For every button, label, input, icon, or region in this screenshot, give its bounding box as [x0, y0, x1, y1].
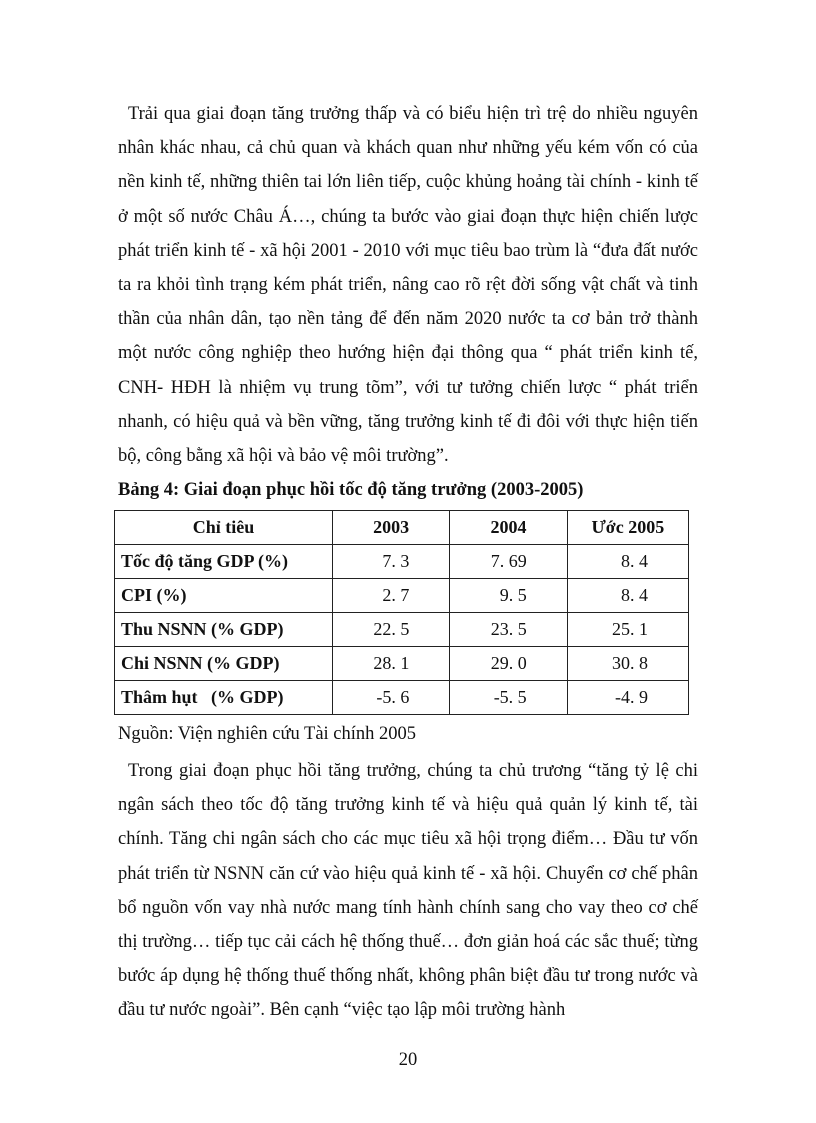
table-row [115, 613, 689, 647]
table-row [115, 579, 689, 613]
table-cell: 28. 1 [333, 647, 450, 681]
table-row [115, 681, 689, 715]
table-cell: -4. 9 [567, 681, 688, 715]
table-row-label: Thâm hụt (% GDP) [115, 681, 333, 715]
table-cell: 2. 7 [333, 579, 450, 613]
table-cell: 7. 3 [333, 545, 450, 579]
table-row-label: CPI (%) [115, 579, 333, 613]
table-caption: Bảng 4: Giai đoạn phục hồi tốc độ tăng trưởng (2003-2005) [118, 480, 584, 500]
table-source-note: Nguồn: Viện nghiên cứu Tài chính 2005 [118, 724, 417, 744]
page-number: 20 [398, 1050, 418, 1070]
table-cell: 30. 8 [567, 647, 688, 681]
data-table [114, 510, 689, 715]
table-cell: 8. 4 [567, 545, 688, 579]
table-row-label: Thu NSNN (% GDP) [115, 613, 333, 647]
body-paragraph-1: Trải qua giai đoạn tăng trưởng thấp và có biểu hiện trì trệ do nhiều nguyên nhân khác nhau, cả chủ quan và khách quan như những yếu kém vốn có của nền kinh tế, những thiên tai lớn liên tiếp, cuộc khủng hoảng tài chính - kinh tế ở một số nước Châu Á…, chúng ta bước vào giai đoạn thực hiện chiến lược phát triển kinh tế - xã hội 2001 - 2010 với mục tiêu bao trùm là “đưa đất nước ta ra khỏi tình trạng kém phát triển, nâng cao rõ rệt đời sống vật chất và tinh thần của nhân dân, tạo nền tảng để đến năm 2020 nước ta cơ bản trở thành một nước công nghiệp theo hướng hiện đại thông qua “ phát triển kinh tế, CNH- HĐH là nhiệm vụ trung tõm”, với tư tưởng chiến lược “ phát triển nhanh, có hiệu quả và bền vững, tăng trưởng kinh tế đi đôi với thực hiện tiến bộ, công bằng xã hội và bảo vệ môi trường”. [118, 104, 698, 467]
table-row [115, 545, 689, 579]
body-paragraph-2: Trong giai đoạn phục hồi tăng trưởng, chúng ta chủ trương “tăng tỷ lệ chi ngân sách theo tốc độ tăng trưởng kinh tế và hiệu quả quản lý kinh tế, tài chính. Tăng chi ngân sách cho các mục tiêu xã hội trọng điểm… Đầu tư vốn phát triển từ NSNN căn cứ vào hiệu quả kinh tế - xã hội. Chuyển cơ chế phân bổ nguồn vốn vay nhà nước mang tính hành chính sang cho vay theo cơ chế thị trường… tiếp tục cải cách hệ thống thuế… đơn giản hoá các sắc thuế; từng bước áp dụng hệ thống thuế thống nhất, không phân biệt đầu tư trong nước và đầu tư nước ngoài”. Bên cạnh “việc tạo lập môi trường hành [118, 761, 698, 1021]
table-cell: 23. 5 [450, 613, 567, 647]
table-row [115, 647, 689, 681]
table-header-cell: Chỉ tiêu [115, 511, 333, 545]
table-cell: 7. 69 [450, 545, 567, 579]
table-header-cell: 2003 [333, 511, 450, 545]
table-header-row [115, 511, 689, 545]
table-cell: 29. 0 [450, 647, 567, 681]
table-header-cell: Ước 2005 [567, 511, 688, 545]
table-row-label: Tốc độ tăng GDP (%) [115, 545, 333, 579]
table-cell: -5. 6 [333, 681, 450, 715]
table-header-cell: 2004 [450, 511, 567, 545]
table-cell: 8. 4 [567, 579, 688, 613]
table-row-label: Chi NSNN (% GDP) [115, 647, 333, 681]
table-cell: 9. 5 [450, 579, 567, 613]
table-cell: 25. 1 [567, 613, 688, 647]
table-cell: -5. 5 [450, 681, 567, 715]
table-cell: 22. 5 [333, 613, 450, 647]
